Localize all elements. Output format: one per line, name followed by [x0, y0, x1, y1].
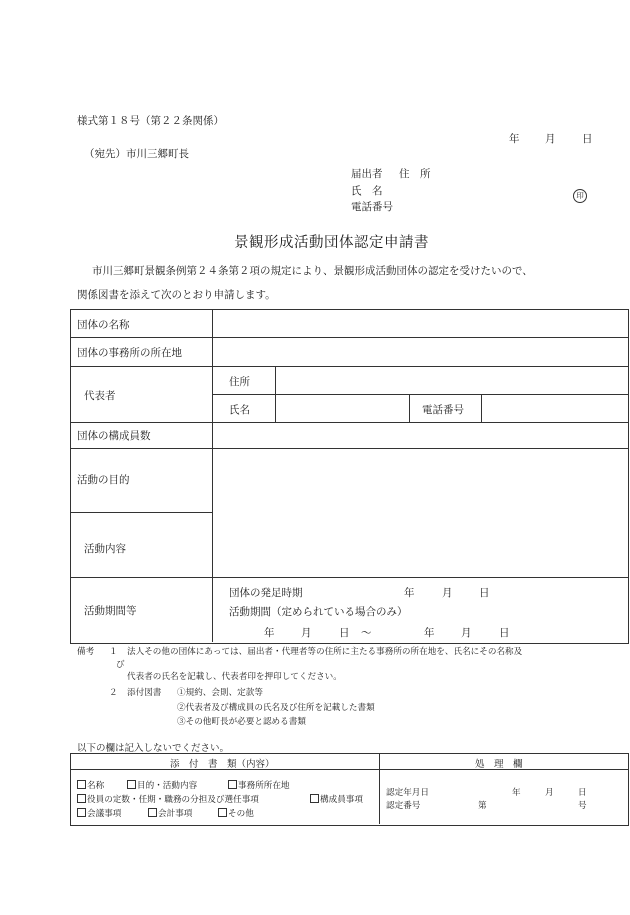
notifier-label: 届出者 — [351, 168, 383, 180]
checkbox-icon — [228, 780, 237, 789]
founding-month-label: 月 — [442, 587, 453, 599]
cert-number-label: 認定番号 — [386, 801, 421, 811]
date-day-label: 日 — [582, 133, 593, 145]
checkbox-accounting[interactable]: 会計事項 — [148, 807, 192, 819]
remarks-item2-b: ②代表者及び構成員の氏名及び住所を記載した書類 — [177, 703, 375, 713]
seal-mark — [573, 183, 587, 203]
remarks-label: 備考 — [77, 647, 95, 657]
date-year-label: 年 — [509, 133, 520, 145]
checkbox-icon — [77, 780, 86, 789]
cert-dai-label: 第 — [478, 801, 487, 811]
period-tilde: ～ — [361, 627, 372, 639]
checkbox-members[interactable]: 構成員事項 — [310, 793, 363, 805]
group-name-label: 団体の名称 — [77, 319, 130, 331]
checkbox-meeting[interactable]: 会議事項 — [77, 807, 121, 819]
label-column-divider — [212, 309, 213, 642]
cert-year-label: 年 — [512, 788, 521, 798]
period-year-1: 年 — [264, 627, 275, 639]
founding-year-label: 年 — [404, 587, 415, 599]
checkbox-roles[interactable]: 役員の定数・任期・職務の分担及び選任事項 — [77, 793, 259, 805]
checkbox-other[interactable]: その他 — [218, 807, 254, 819]
checkbox-icon — [77, 808, 86, 817]
purpose-label: 活動の目的 — [77, 474, 130, 486]
remarks-item2-a: ①規約、会則、定款等 — [177, 688, 263, 698]
rep-phone-label: 電話番号 — [422, 404, 464, 416]
checkbox-icon — [148, 808, 157, 817]
member-count-field[interactable] — [214, 424, 625, 447]
remarks-item1-line1: 法人その他の団体にあっては、届出者・代理者等の住所に主たる事務所の所在地を、氏名にその名称及 — [127, 647, 523, 657]
rep-name-label: 氏名 — [229, 404, 250, 416]
founding-day-label: 日 — [479, 587, 490, 599]
addressee: （宛先）市川三郷町長 — [84, 148, 189, 160]
rep-name-field[interactable] — [277, 396, 407, 421]
cert-day-label: 日 — [578, 788, 587, 798]
checkbox-icon — [77, 794, 86, 803]
cert-date-label: 認定年月日 — [386, 788, 429, 798]
group-name-field[interactable] — [214, 311, 625, 336]
address-label: 住 所 — [399, 168, 431, 180]
cert-go-label: 号 — [578, 801, 587, 811]
period-year-2: 年 — [424, 627, 435, 639]
member-count-label: 団体の構成員数 — [77, 430, 151, 442]
attachments-header: 添 付 書 類（内容） — [170, 759, 275, 770]
rep-address-label: 住所 — [229, 376, 250, 388]
checkbox-name[interactable]: 名称 — [77, 779, 104, 791]
form-number: 様式第１８号（第２２条関係） — [77, 115, 224, 127]
checkbox-icon — [310, 794, 319, 803]
checkbox-icon — [127, 780, 136, 789]
remarks-item1-num: １ — [109, 647, 118, 657]
office-use-note: 以下の欄は記入しないでください。 — [77, 743, 230, 754]
office-location-field[interactable] — [214, 339, 625, 365]
checkbox-purpose[interactable]: 目的・活動内容 — [127, 779, 197, 791]
cert-month-label: 月 — [545, 788, 554, 798]
period-month-1: 月 — [301, 627, 312, 639]
intro-line-1: 市川三郷町景観条例第２４条第２項の規定により、景観形成活動団体の認定を受けたいので、 — [92, 265, 533, 277]
period-note: 活動期間（定められている場合のみ） — [229, 606, 408, 618]
rep-address-field[interactable] — [277, 368, 625, 393]
processing-header: 処 理 欄 — [475, 759, 523, 770]
purpose-field[interactable] — [214, 450, 625, 512]
remarks-item2-label: 添付図書 — [127, 688, 162, 698]
checkbox-office[interactable]: 事務所所在地 — [228, 779, 290, 791]
content-label: 活動内容 — [84, 543, 126, 555]
rep-phone-field[interactable] — [483, 396, 625, 421]
remarks-item1-line2: び — [116, 660, 125, 670]
seal-icon: 印 — [573, 189, 587, 203]
content-field[interactable] — [214, 514, 625, 576]
period-month-2: 月 — [461, 627, 472, 639]
representative-label: 代表者 — [84, 390, 116, 402]
name-label: 氏 名 — [351, 185, 383, 197]
remarks-item2-num: ２ — [109, 688, 118, 698]
period-day-1: 日 — [339, 627, 350, 639]
checkbox-icon — [218, 808, 227, 817]
remarks-item1-line3: 代表者の氏名を記載し、代表者印を押印してください。 — [127, 672, 342, 682]
period-day-2: 日 — [499, 627, 510, 639]
office-location-label: 団体の事務所の所在地 — [77, 347, 182, 359]
period-label: 活動期間等 — [84, 605, 137, 617]
phone-label: 電話番号 — [351, 201, 393, 213]
founding-label: 団体の発足時期 — [229, 587, 303, 599]
document-title: 景観形成活動団体認定申請書 — [234, 235, 429, 251]
date-month-label: 月 — [545, 133, 556, 145]
intro-line-2: 関係図書を添えて次のとおり申請します。 — [77, 289, 276, 301]
remarks-item2-c: ③その他町長が必要と認める書類 — [177, 717, 306, 727]
